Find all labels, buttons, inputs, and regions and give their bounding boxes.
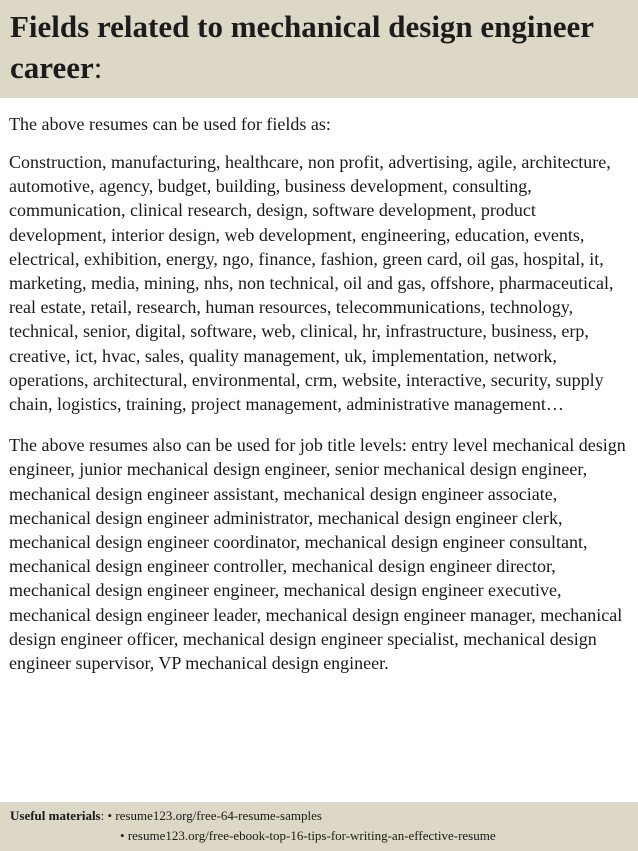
resume-samples-link[interactable]: resume123.org/free-64-resume-samples bbox=[115, 808, 322, 823]
job-levels-paragraph: The above resumes also can be used for job title levels: entry level mechanical design engineer, junior mechanical design engineer, senior mechanical design engineer, mechanical design engineer assistant, mechanical design engineer associate, mechanical design engineer administrator, mechanical design engineer clerk, mechanical design engineer coordinator, mechanical design engineer consultant, mechanical design engineer controller, mechanical design engineer director, mechanical design engineer engineer, mechanical design engineer executive, mechanical design engineer leader, mechanical design engineer manager, mechanical design engineer officer, mechanical design engineer specialist, mechanical design engineer supervisor, VP mechanical design engineer. bbox=[9, 435, 626, 674]
footer-line-1 bbox=[10, 806, 628, 826]
useful-materials-colon: : bbox=[100, 808, 105, 823]
page-title bbox=[10, 6, 628, 88]
useful-materials-label: Useful materials bbox=[10, 808, 101, 823]
resume-tips-ebook-link[interactable]: resume123.org/free-ebook-top-16-tips-for-writing-an-effective-resume bbox=[127, 828, 496, 843]
bullet-icon: • bbox=[107, 808, 113, 823]
page-title-colon: : bbox=[93, 50, 103, 85]
footer-line-2 bbox=[10, 826, 628, 846]
intro-paragraph: The above resumes can be used for fields as: bbox=[9, 114, 331, 134]
fields-paragraph: Construction, manufacturing, healthcare, non profit, advertising, agile, architecture, automotive, agency, budget, building, business development, consulting, communication, clinical research, design, software development, product development, interior design, web development, engineering, education, events, electrical, exhibition, energy, ngo, finance, fashion, green card, oil gas, hospital, it, marketing, media, mining, nhs, non technical, oil and gas, offshore, pharmaceutical, real estate, retail, research, human resources, telecommunications, technology, technical, senior, digital, software, web, clinical, hr, infrastructure, business, erp, creative, ict, hvac, sales, quality management, uk, implementation, network, operations, architectural, environmental, crm, website, interactive, security, supply chain, logistics, training, project management, administrative management… bbox=[9, 152, 614, 415]
title-band bbox=[0, 0, 638, 98]
content-area bbox=[9, 112, 634, 675]
page-title-text: Fields related to mechanical design engineer career bbox=[10, 9, 594, 85]
useful-materials-footer bbox=[0, 802, 638, 851]
bullet-icon: • bbox=[120, 828, 125, 843]
